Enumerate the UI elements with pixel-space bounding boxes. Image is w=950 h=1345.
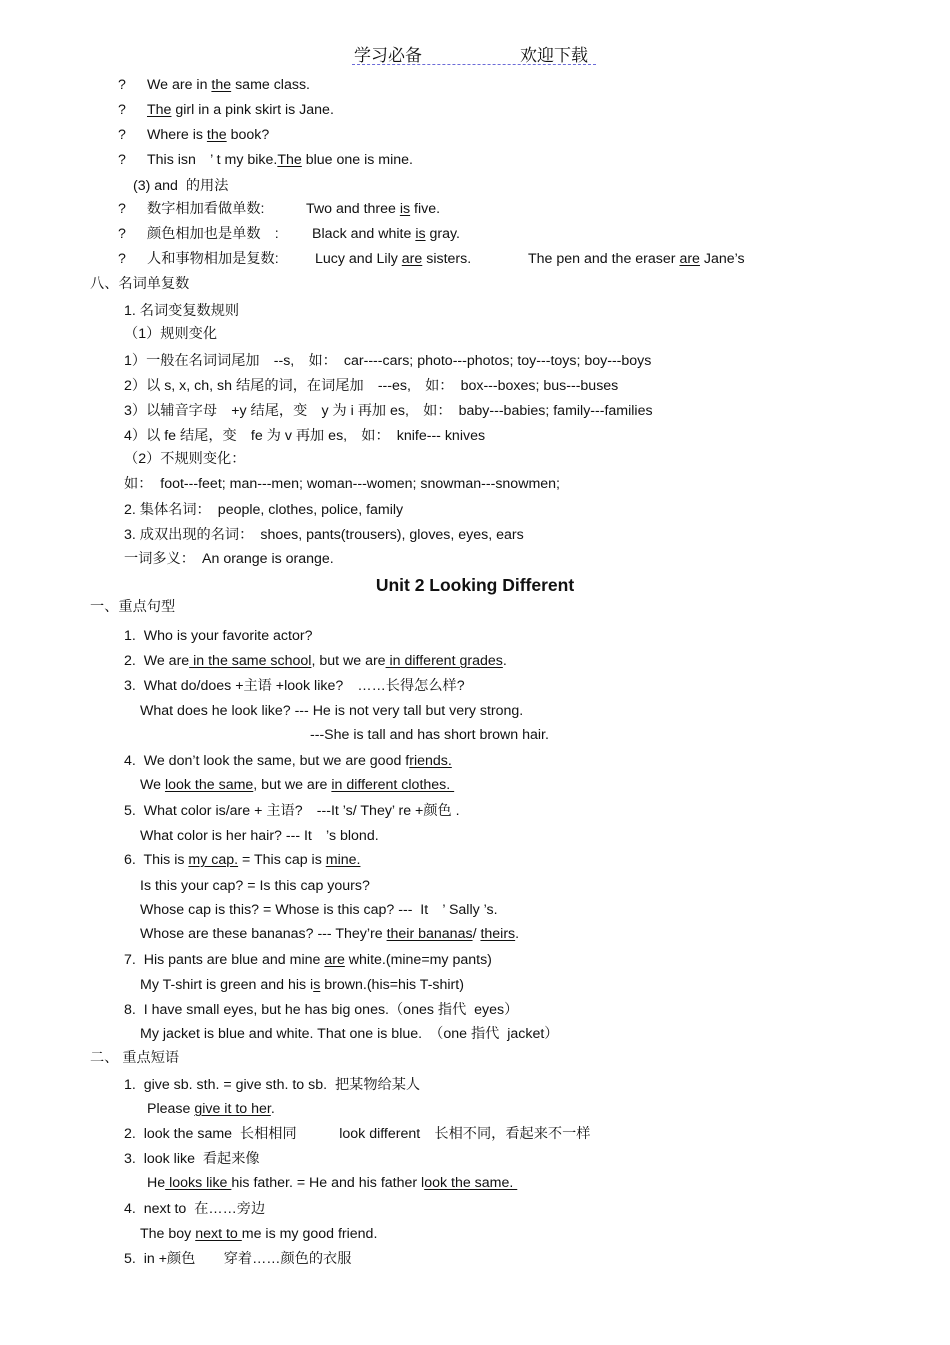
page-header bbox=[352, 40, 596, 65]
example-sentence: Whose cap is this? = Whose is this cap? --- It ’ Sally ’s. bbox=[140, 902, 498, 918]
example-sentence: Please give it to her. bbox=[147, 1101, 275, 1117]
rule-label: 颜色相加也是单数 : bbox=[147, 226, 279, 242]
pattern-line: 4. We don’t look the same, but we are good friends. bbox=[124, 753, 452, 769]
example-sentence: He looks like his father. = He and his father look the same. bbox=[147, 1175, 518, 1191]
rule-line: 1）一般在名词词尾加 --s, 如： car----cars; photo---photos; toy---toys; boy---boys bbox=[124, 353, 652, 369]
example-sentence: We look the same, but we are in different clothes. bbox=[140, 777, 455, 793]
bullet: ? bbox=[118, 77, 126, 93]
example-sentence: The boy next to me is my good friend. bbox=[140, 1226, 378, 1242]
example-sentence: Two and three is five. bbox=[306, 201, 441, 217]
pattern-line: 1. Who is your favorite actor? bbox=[124, 628, 313, 644]
bullet: ? bbox=[118, 226, 126, 242]
example-sentence: Where is the book? bbox=[147, 127, 270, 143]
unit-title: Unit 2 Looking Different bbox=[375, 575, 575, 595]
rule-line: 3. 成双出现的名词： shoes, pants(trousers), gloves, eyes, ears bbox=[124, 527, 524, 543]
pattern-line: 3. What do/does +主语 +look like? ……长得怎么样? bbox=[124, 678, 465, 694]
example-sentence: This isn ’ t my bike.The blue one is mine. bbox=[147, 152, 413, 168]
section-heading: 二、 重点短语 bbox=[90, 1050, 180, 1066]
rule-line: 2. 集体名词： people, clothes, police, family bbox=[124, 502, 404, 518]
example-sentence: Black and white is gray. bbox=[312, 226, 460, 242]
subheading: 1. 名词变复数规则 bbox=[124, 303, 240, 319]
bullet: ? bbox=[118, 152, 126, 168]
header-right: 欢迎下载 bbox=[520, 46, 588, 65]
example-sentence: Lucy and Lily are sisters. bbox=[315, 251, 472, 267]
rule-label: 数字相加看做单数: bbox=[147, 201, 265, 217]
example-sentence: Whose are these bananas? --- They’re their bananas/ theirs. bbox=[140, 926, 520, 942]
example-sentence: ---She is tall and has short brown hair. bbox=[310, 727, 549, 743]
bullet: ? bbox=[118, 102, 126, 118]
example-sentence: My jacket is blue and white. That one is blue. （one 指代 jacket） bbox=[140, 1026, 559, 1042]
example-sentence: What color is her hair? --- It ’s blond. bbox=[140, 828, 379, 844]
section-heading: 八、名词单复数 bbox=[90, 276, 190, 292]
rule-line: 4）以 fe 结尾，变 fe 为 v 再加 es, 如： knife--- knives bbox=[124, 428, 486, 444]
header-left: 学习必备 bbox=[354, 46, 422, 65]
example-sentence: Is this your cap? = Is this cap yours? bbox=[140, 878, 370, 894]
rule-line: 2）以 s, x, ch, sh 结尾的词，在词尾加 ---es, 如： box---boxes; bus---buses bbox=[124, 378, 619, 394]
bullet: ? bbox=[118, 201, 126, 217]
bullet: ? bbox=[118, 251, 126, 267]
bullet: ? bbox=[118, 127, 126, 143]
section-heading: 一、重点句型 bbox=[90, 599, 176, 615]
and-heading: (3) and 的用法 bbox=[133, 178, 229, 194]
pattern-line: 2. We are in the same school, but we are in different grades. bbox=[124, 653, 507, 669]
rule-line: 一词多义： An orange is orange. bbox=[124, 551, 334, 567]
phrase-line: 5. in +颜色 穿着……颜色的衣服 bbox=[124, 1251, 352, 1267]
phrase-line: 2. look the same 长相相同 look different 长相不同，看起来不一样 bbox=[124, 1126, 591, 1142]
subheading: （2）不规则变化： bbox=[124, 451, 246, 467]
subheading: （1）规则变化 bbox=[124, 326, 218, 342]
example-sentence: What does he look like? --- He is not very tall but very strong. bbox=[140, 703, 524, 719]
example-sentence: The pen and the eraser are Jane’s bbox=[528, 251, 745, 267]
pattern-line: 5. What color is/are + 主语? ---It ’s/ They’ re +颜色 . bbox=[124, 803, 460, 819]
example-sentence: The girl in a pink skirt is Jane. bbox=[147, 102, 334, 118]
example-sentence: We are in the same class. bbox=[147, 77, 310, 93]
rule-line: 3）以辅音字母 +y 结尾，变 y 为 i 再加 es, 如： baby---babies; family---families bbox=[124, 403, 653, 419]
pattern-line: 6. This is my cap. = This cap is mine. bbox=[124, 852, 361, 868]
phrase-line: 4. next to 在……旁边 bbox=[124, 1201, 266, 1217]
rule-line: 如： foot---feet; man---men; woman---women; snowman---snowmen; bbox=[124, 476, 560, 492]
pattern-line: 7. His pants are blue and mine are white.(mine=my pants) bbox=[124, 952, 492, 968]
pattern-line: 8. I have small eyes, but he has big ones.（ones 指代 eyes） bbox=[124, 1002, 519, 1018]
example-sentence: My T-shirt is green and his is brown.(his=his T-shirt) bbox=[140, 977, 464, 993]
phrase-line: 1. give sb. sth. = give sth. to sb. 把某物给某人 bbox=[124, 1077, 421, 1093]
rule-label: 人和事物相加是复数: bbox=[147, 251, 279, 267]
phrase-line: 3. look like 看起来像 bbox=[124, 1151, 260, 1167]
